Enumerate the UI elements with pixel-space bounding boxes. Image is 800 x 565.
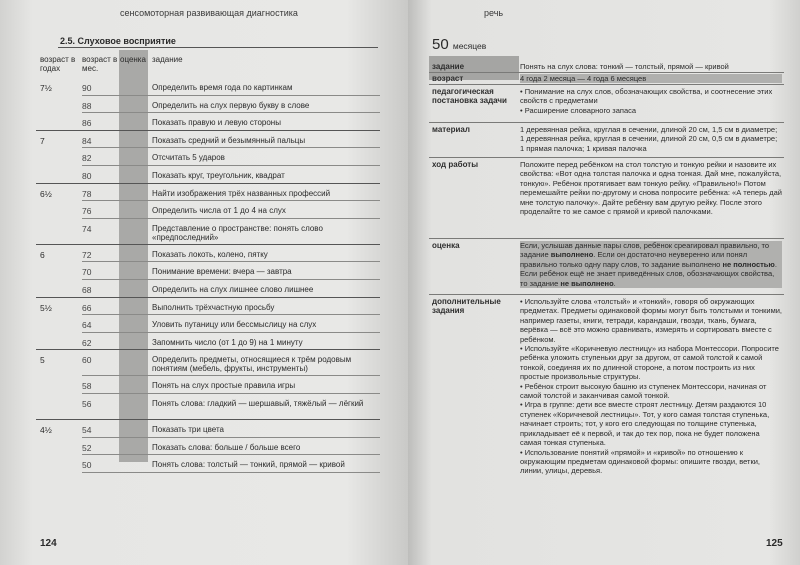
table-row <box>36 350 380 376</box>
table-row <box>36 394 380 420</box>
row-task: Запомнить число (от 1 до 9) на 1 минуту <box>152 337 303 347</box>
row-months: 90 <box>82 83 92 93</box>
eval-part: Если, услышав данные пары слов, ребёнок среагировал правильно, то задание <box>520 241 770 260</box>
extra-item: • Используйте слова «толстый» и «тонкий», говоря об окружающих предметах. Предметы одинаковой формы могут быть толстыми и тонкими, например газеты, книги, тетради, карандаши, гвозди, ткань, бумага, верёвка — всё это можно сравнивать, измерять и сортировать вместе с ребёнком. <box>520 297 782 344</box>
table-row <box>36 280 380 298</box>
eval-partial: не полностью <box>722 259 775 269</box>
row-task: Отсчитать 5 ударов <box>152 153 225 163</box>
table-row <box>36 219 380 245</box>
goals-list <box>520 87 782 115</box>
material-text: 1 деревянная рейка, круглая в сечении, длиной 20 см, 1,5 см в диаметре; 1 деревянная рейка, круглая в сечении, длиной 20 см, 0,5 см в диаметре; 1 прямая палочка; 1 кривая палочка <box>520 125 778 153</box>
table-row <box>36 455 380 473</box>
table-row <box>36 184 380 202</box>
row-task: Выполнить трёхчастную просьбу <box>152 302 275 312</box>
extra-item: • Ребёнок строит высокую башню из ступенек Монтессори, начиная от самой толстой и заканчивая самой тонкой. <box>520 381 767 401</box>
row-age: 7½ <box>40 83 52 93</box>
row-age: 7 <box>40 135 45 146</box>
row-months: 54 <box>82 425 92 435</box>
row-task: Определить числа от 1 до 4 на слух <box>152 206 286 216</box>
row-months: 78 <box>82 188 92 199</box>
row-task: Уловить путаницу или бессмыслицу на слух <box>152 320 317 330</box>
header-task: задание <box>152 55 183 64</box>
table-row <box>36 420 380 438</box>
table-row <box>36 96 380 114</box>
table-row <box>36 376 380 394</box>
row-age: 5 <box>40 355 45 366</box>
row-months: 74 <box>82 223 92 234</box>
row-task: Понять слова: гладкий — шершавый, тяжёлый — лёгкий <box>152 399 364 408</box>
rule <box>429 238 784 239</box>
extra-list <box>520 297 782 476</box>
eval-done: выполнено <box>550 250 594 260</box>
rule <box>429 157 784 158</box>
section-title: 2.5. Слуховое восприятие <box>60 36 176 46</box>
row-months: 86 <box>82 118 92 129</box>
table-row <box>36 298 380 316</box>
page-number-right: 125 <box>766 538 783 549</box>
table-row <box>36 201 380 219</box>
card-title <box>432 36 486 53</box>
row-task: Определить на слух первую букву в слове <box>152 100 310 110</box>
table-row <box>36 131 380 149</box>
eval-part: . Если ребёнок ещё не знает приведённых слов, обозначающих свойства, то задание <box>520 259 777 288</box>
extra-item: • Игра в группе: дети все вместе строят лестницу. Детям раздаются 10 ступенек «Коричневой лестницы». Тот, у кого самая толстая ступенька, начинает строить; тот, у кого его следующая по толщине ступенька, прикладывает её к первой, и так до тех пор, пока не будет положена самая тонкая ступенька. <box>520 400 770 448</box>
row-task: Понимание времени: вчера — завтра <box>152 267 292 277</box>
card-unit: месяцев <box>452 41 487 51</box>
row-months: 76 <box>82 206 92 217</box>
row-months: 64 <box>82 320 92 331</box>
section-underline <box>58 47 378 48</box>
table-row <box>36 166 380 184</box>
row-task: Понять на слух простые правила игры <box>152 381 296 391</box>
age-text: 4 года 2 месяца — 4 года 6 месяцев <box>520 74 782 83</box>
row-months: 70 <box>82 267 92 278</box>
row-age: 6½ <box>40 188 52 199</box>
row-months: 58 <box>82 381 92 392</box>
row-age: 4½ <box>40 425 52 435</box>
row-months: 50 <box>82 460 92 471</box>
eval-part: . Если он достаточно неуверенно или понял правильно только одну пару слов, то задание выполнено <box>520 250 748 269</box>
running-head-right: речь <box>484 8 504 18</box>
table-row <box>36 315 380 333</box>
row-task: Найти изображения трёх названных профессий <box>152 188 331 198</box>
row-rule <box>82 472 380 473</box>
header-score: оценка <box>120 55 146 64</box>
row-task: Показать круг, треугольник, квадрат <box>152 171 285 180</box>
task-text: Понять на слух слова: тонкий — толстый, прямой — кривой <box>520 62 729 71</box>
label-procedure: ход работы <box>432 160 479 169</box>
row-months: 80 <box>82 171 92 181</box>
evaluation-text: Если, услышав данные пары слов, ребёнок среагировал правильно, то задание выполнено. Если он достаточно неуверенно или понял правильно только одну пару слов, то задание выполнено не полностью. Если ребёнок ещё не знает приведённых слов, обозначающих свойства, то задание не выполнено. <box>520 241 782 288</box>
row-months: 84 <box>82 135 92 146</box>
row-task: Показать слова: больше / больше всего <box>152 442 301 452</box>
header-months: возраст в мес. <box>82 55 118 73</box>
table-row <box>36 78 380 96</box>
row-months: 66 <box>82 302 92 313</box>
card-number: 50 <box>432 36 449 53</box>
extra-item: • Использование понятий «прямой» и «кривой» по отношению к окружающим предметам одинаковой формы: опишите гвозди, ветки, линии, улицы, деревья. <box>520 447 761 476</box>
row-months: 72 <box>82 249 92 260</box>
table-row <box>36 245 380 263</box>
row-months: 82 <box>82 153 92 164</box>
row-months: 88 <box>82 100 92 111</box>
row-task: Понять слова: толстый — тонкий, прямой — кривой <box>152 460 345 470</box>
table-row <box>36 438 380 456</box>
row-task: Определить на слух лишнее слово лишнее <box>152 285 314 294</box>
row-months: 52 <box>82 442 92 453</box>
label-goals: педагогическая постановка задачи <box>432 87 507 105</box>
row-task: Определить предметы, относящиеся к трём родовым понятиям (мебель, фрукты, инструменты) <box>152 355 352 374</box>
row-months: 68 <box>82 285 92 295</box>
procedure-text: Положите перед ребёнком на стол толстую и тонкую рейки и назовите их свойства: «Вот одна толстая палочка и одна тонкая. Дай мне, пожалуйста, тонкую». Ребёнок протягивает вам тонкую рейку. «Правильно!» Потом перемешайте рейки по-другому и снова попросите ребёнка: «А теперь дай мне толстую палочку». Дайте ребёнку вам другую рейку. После этого проделайте то же самое с прямой и кривой палочками. <box>520 160 782 217</box>
row-task: Представление о пространстве: понять слово «предпоследний» <box>152 223 323 242</box>
row-months: 56 <box>82 399 92 409</box>
table-row <box>36 113 380 131</box>
rule <box>429 84 784 85</box>
label-age: возраст <box>432 74 464 83</box>
row-task: Показать правую и левую стороны <box>152 118 281 128</box>
label-task: задание <box>432 62 465 71</box>
page-number-left: 124 <box>40 538 57 549</box>
label-extra: дополнительные задания <box>432 297 501 315</box>
eval-not-done: не выполнено <box>560 278 614 288</box>
table-row <box>36 262 380 280</box>
table-row <box>36 148 380 166</box>
table-row <box>36 333 380 351</box>
rule <box>429 294 784 295</box>
row-months: 60 <box>82 355 92 366</box>
header-age: возраст в годах <box>40 55 76 73</box>
label-evaluation: оценка <box>432 241 460 250</box>
goal-item: • Понимание на слух слов, обозначающих свойства, и соотнесение этих свойств с предметами <box>520 87 773 106</box>
row-task: Показать локоть, колено, пятку <box>152 249 268 259</box>
row-task: Определить время года по картинкам <box>152 83 293 92</box>
row-months: 62 <box>82 337 92 348</box>
rule <box>429 72 784 73</box>
running-head-left: сенсомоторная развивающая диагностика <box>120 8 298 18</box>
right-page <box>408 0 800 565</box>
rule <box>429 122 784 123</box>
extra-item: • Используйте «Коричневую лестницу» из набора Монтессори. Попросите ребёнка уложить ступеньки друг за другом, от самой толстой к самой тонкой, соединяя их по длинной стороне, а потом построить из них простые произвольные структуры. <box>520 344 779 382</box>
row-task: Показать три цвета <box>152 425 224 434</box>
label-material: материал <box>432 125 470 134</box>
row-age: 5½ <box>40 302 52 313</box>
goal-item: • Расширение словарного запаса <box>520 105 637 115</box>
row-task: Показать средний и безымянный пальцы <box>152 135 306 145</box>
row-age: 6 <box>40 249 45 260</box>
